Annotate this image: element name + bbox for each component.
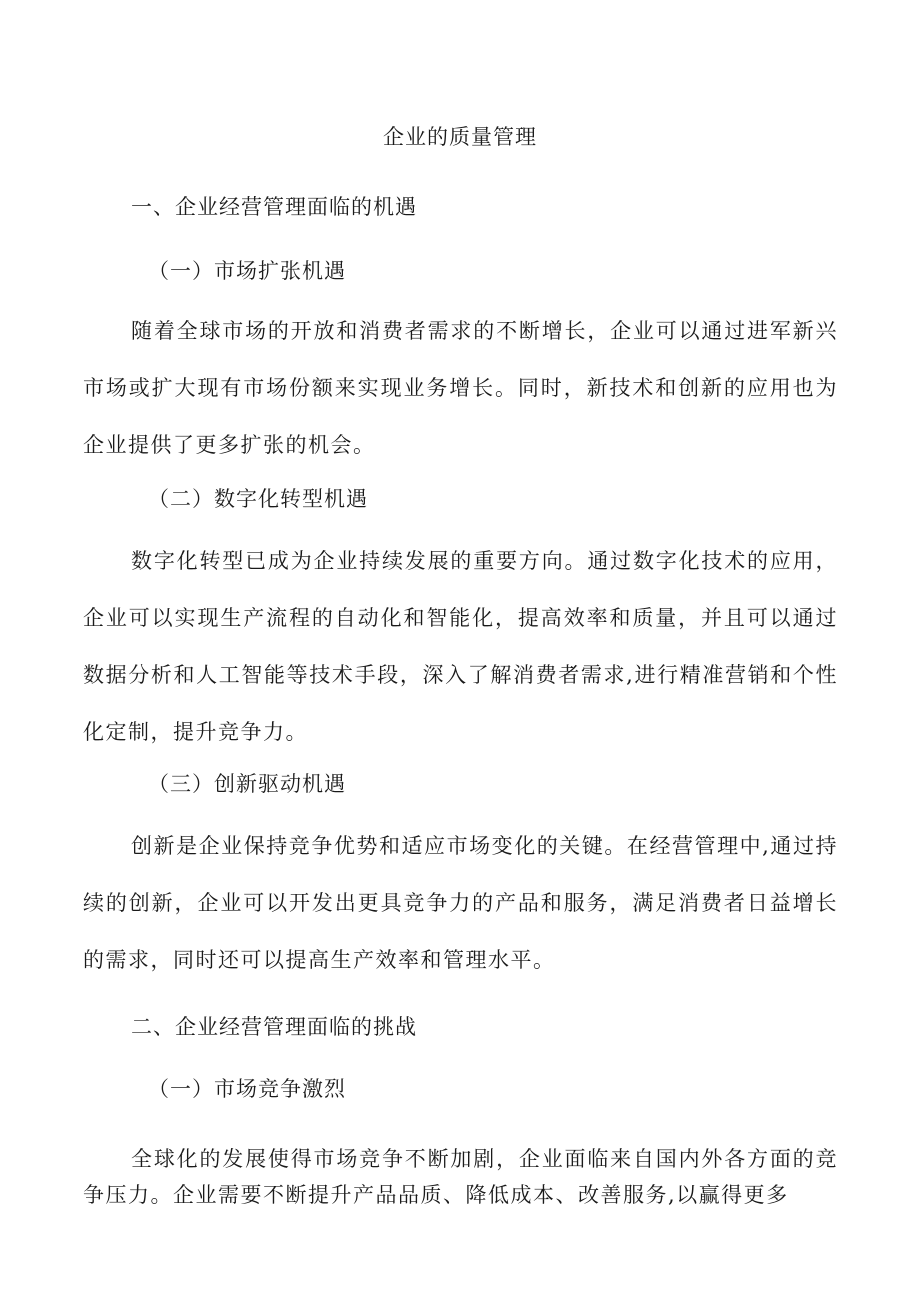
- document-title: 企业的质量管理: [383, 125, 537, 149]
- subsection-heading-innovation: （三）创新驱动机遇: [148, 772, 346, 796]
- paragraph-market-competition: 全球化的发展使得市场竞争不断加剧，企业面临来自国内外各方面的竞争压力。企业需要不断提升产品品质、降低成本、改善服务,以赢得更多: [83, 1147, 838, 1207]
- section-heading-challenges: 二、企业经营管理面临的挑战: [131, 1015, 417, 1039]
- section-heading-opportunities: 一、企业经营管理面临的机遇: [131, 195, 417, 219]
- paragraph-innovation: 创新是企业保持竞争优势和适应市场变化的关键。在经营管理中,通过持续的创新，企业可以开发出更具竞争力的产品和服务，满足消费者日益增长的需求，同时还可以提高生产效率和管理水平。: [83, 834, 838, 972]
- paragraph-digital-transformation: 数字化转型已成为企业持续发展的重要方向。通过数字化技术的应用，企业可以实现生产流程的自动化和智能化，提高效率和质量，并且可以通过数据分析和人工智能等技术手段，深入了解消费者需求,进行精准营销和个性化定制，提升竞争力。: [83, 549, 838, 744]
- subsection-heading-digital-transformation: （二）数字化转型机遇: [148, 487, 368, 511]
- subsection-heading-market-competition: （一）市场竞争激烈: [148, 1077, 346, 1101]
- paragraph-market-expansion: 随着全球市场的开放和消费者需求的不断增长，企业可以通过进军新兴市场或扩大现有市场份额来实现业务增长。同时，新技术和创新的应用也为企业提供了更多扩张的机会。: [83, 319, 838, 457]
- subsection-heading-market-expansion: （一）市场扩张机遇: [148, 259, 346, 283]
